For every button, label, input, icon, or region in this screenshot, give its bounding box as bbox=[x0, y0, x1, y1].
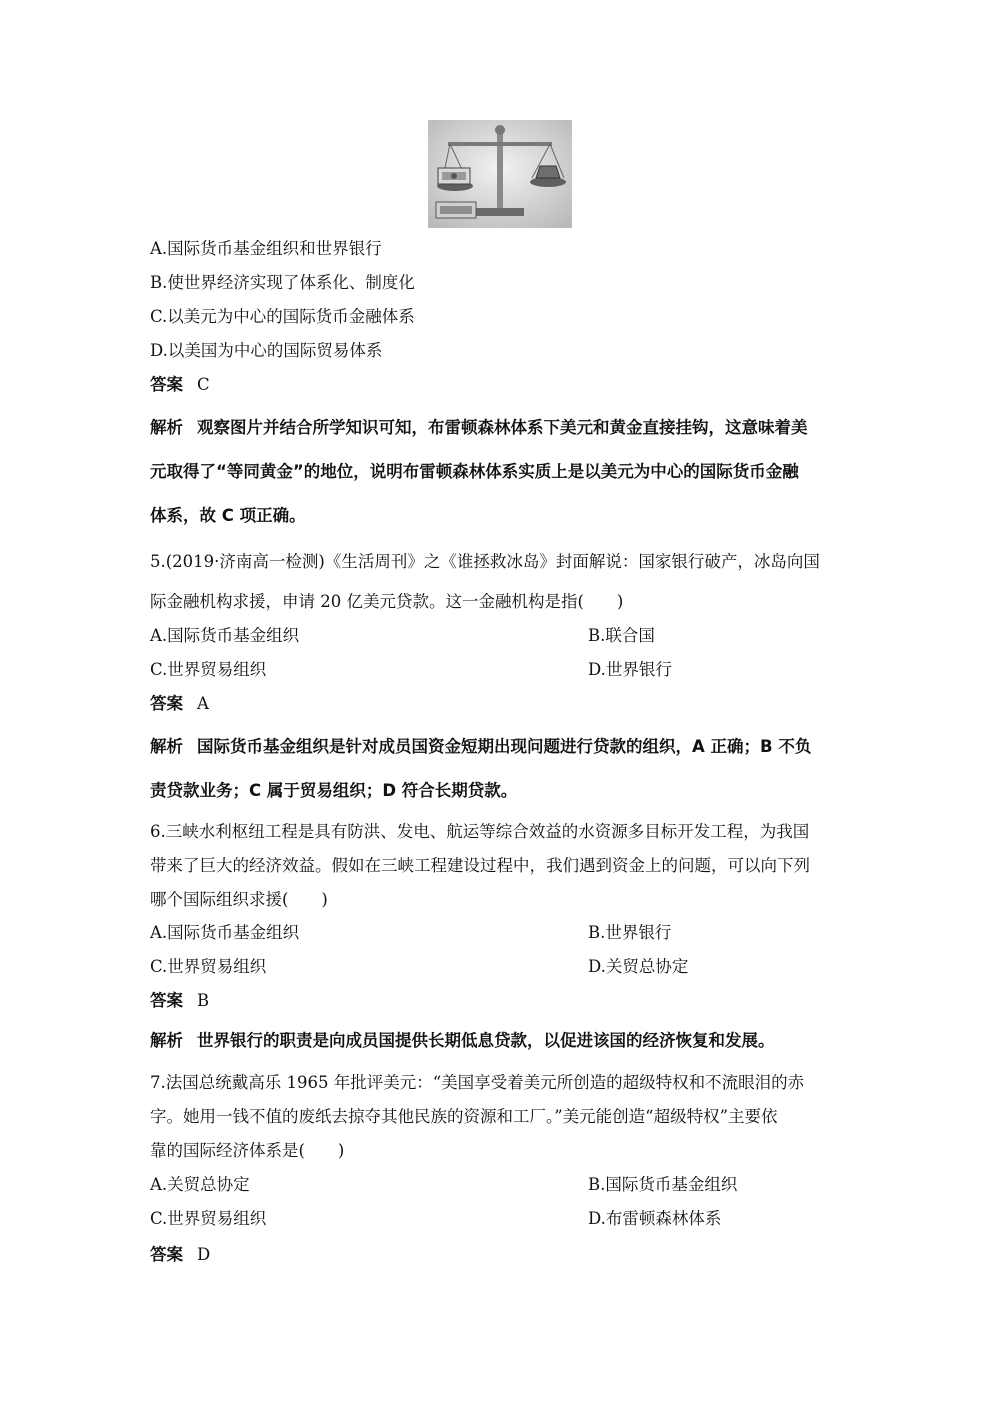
answer-label: 答案 bbox=[150, 1245, 183, 1264]
q5-options-row-1 bbox=[150, 625, 850, 647]
q6-option-c: C.世界贸易组织 bbox=[150, 957, 267, 976]
answer-label: 答案 bbox=[150, 375, 183, 394]
q6-stem-line-1: 6.三峡水利枢纽工程是具有防洪、发电、航运等综合效益的水资源多目标开发工程，为我国 bbox=[150, 822, 810, 841]
analysis-label: 解析 bbox=[150, 737, 183, 756]
q4-analysis-line-3: 体系，故 C 项正确。 bbox=[150, 506, 306, 525]
q6-option-d: D.关贸总协定 bbox=[588, 957, 689, 976]
q7-option-c: C.世界贸易组织 bbox=[150, 1209, 267, 1228]
q5-options-row-2 bbox=[150, 659, 850, 681]
q7-stem-line-2: 字。她用一钱不值的废纸去掠夺其他民族的资源和工厂。”美元能创造“超级特权”主要依 bbox=[150, 1107, 778, 1126]
q4-option-b: B.使世界经济实现了体系化、制度化 bbox=[150, 273, 415, 292]
q5-analysis-line-1: 解析 国际货币基金组织是针对成员国资金短期出现问题进行贷款的组织，A 正确；B 不负 bbox=[150, 737, 812, 756]
q7-stem-line-1: 7.法国总统戴高乐 1965 年批评美元：“美国享受着美元所创造的超级特权和不流眼泪的赤 bbox=[150, 1073, 805, 1092]
q7-options-row-2 bbox=[150, 1208, 850, 1230]
q7-option-d: D.布雷顿森林体系 bbox=[588, 1209, 722, 1228]
q6-option-b: B.世界银行 bbox=[588, 923, 672, 942]
answer-value: C bbox=[197, 375, 210, 394]
q6-option-a: A.国际货币基金组织 bbox=[150, 923, 300, 942]
q7-answer bbox=[150, 1244, 850, 1266]
q6-analysis-line-1: 解析 世界银行的职责是向成员国提供长期低息贷款，以促进该国的经济恢复和发展。 bbox=[150, 1031, 775, 1050]
q7-options-row-1 bbox=[150, 1174, 850, 1196]
q6-stem-line-3: 哪个国际组织求援( ) bbox=[150, 890, 328, 909]
q5-stem-line-1: 5.(2019·济南高一检测)《生活周刊》之《谁拯救冰岛》封面解说：国家银行破产，冰岛向国 bbox=[150, 552, 820, 571]
analysis-label: 解析 bbox=[150, 1031, 183, 1050]
balance-scale-figure bbox=[428, 120, 572, 228]
q5-answer bbox=[150, 693, 850, 715]
q5-option-d: D.世界银行 bbox=[588, 660, 672, 679]
q6-options-row-2 bbox=[150, 956, 850, 978]
q4-answer bbox=[150, 374, 850, 396]
answer-value: D bbox=[197, 1245, 211, 1264]
answer-value: B bbox=[197, 991, 210, 1010]
answer-label: 答案 bbox=[150, 991, 183, 1010]
q5-stem-line-2: 际金融机构求援，申请 20 亿美元贷款。这一金融机构是指( ) bbox=[150, 592, 624, 611]
q4-option-a: A.国际货币基金组织和世界银行 bbox=[150, 239, 382, 258]
q6-answer bbox=[150, 990, 850, 1012]
q5-analysis-line-2: 责贷款业务；C 属于贸易组织；D 符合长期贷款。 bbox=[150, 781, 518, 800]
answer-label: 答案 bbox=[150, 694, 183, 713]
q6-options-row-1 bbox=[150, 922, 850, 944]
q7-stem-line-3: 靠的国际经济体系是( ) bbox=[150, 1141, 345, 1160]
q7-option-a: A.关贸总协定 bbox=[150, 1175, 250, 1194]
q5-option-a: A.国际货币基金组织 bbox=[150, 626, 300, 645]
answer-value: A bbox=[197, 694, 209, 713]
q4-analysis-line-1: 解析 观察图片并结合所学知识可知，布雷顿森林体系下美元和黄金直接挂钩，这意味着美 bbox=[150, 418, 808, 437]
q5-option-c: C.世界贸易组织 bbox=[150, 660, 267, 679]
balance-scale-with-dollars-and-gold-icon bbox=[428, 120, 572, 228]
q6-stem-line-2: 带来了巨大的经济效益。假如在三峡工程建设过程中，我们遇到资金上的问题，可以向下列 bbox=[150, 856, 810, 875]
q5-option-b: B.联合国 bbox=[588, 626, 655, 645]
q4-analysis-line-2: 元取得了“等同黄金”的地位，说明布雷顿森林体系实质上是以美元为中心的国际货币金融 bbox=[150, 462, 799, 481]
q4-option-d: D.以美国为中心的国际贸易体系 bbox=[150, 341, 383, 360]
q7-option-b: B.国际货币基金组织 bbox=[588, 1175, 738, 1194]
q4-option-c: C.以美元为中心的国际货币金融体系 bbox=[150, 307, 415, 326]
analysis-label: 解析 bbox=[150, 418, 183, 437]
